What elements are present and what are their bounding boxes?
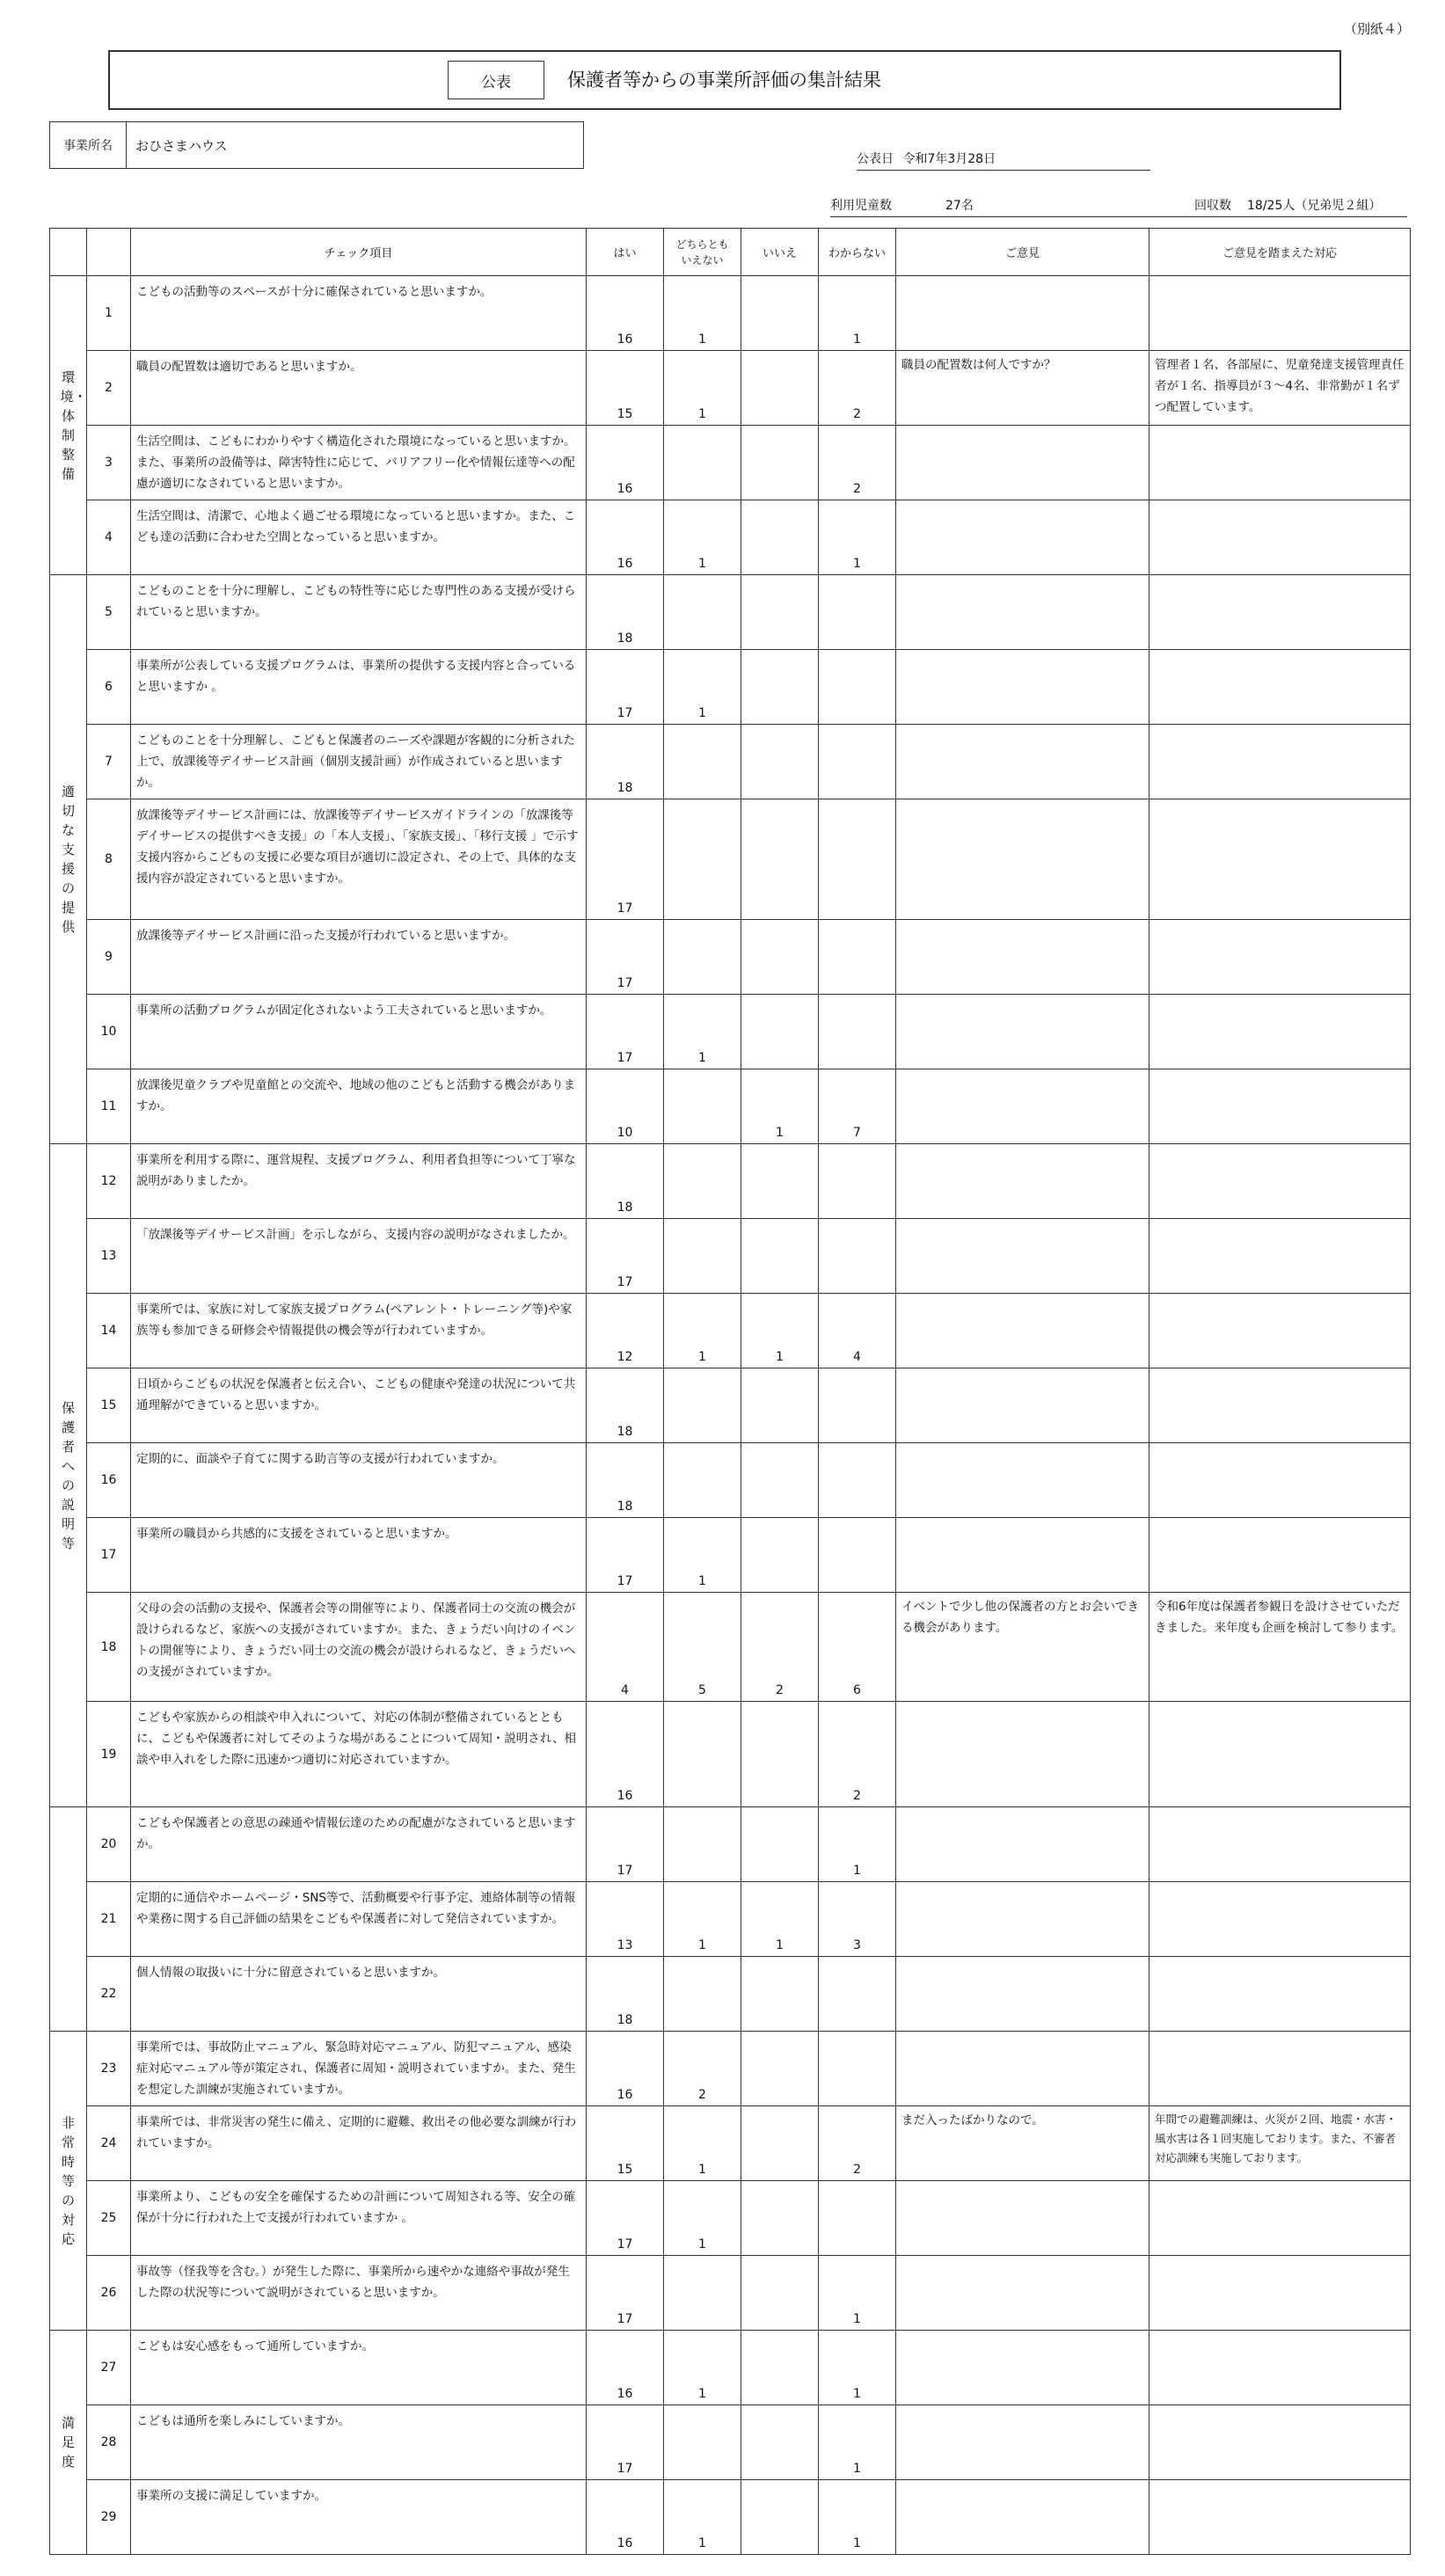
answer-unknown xyxy=(819,799,896,920)
category-label: 非常時等の対応 xyxy=(61,2114,75,2247)
item-number: 27 xyxy=(87,2331,131,2405)
header-opinion: ご意見 xyxy=(896,229,1149,276)
check-item-text: 定期的に通信やホームページ・SNS等で、活動概要や行事予定、連絡体制等の情報や業務に関する自己評価の結果をこどもや保護者に対して発信されていますか。 xyxy=(131,1882,587,1957)
header-unknown: わからない xyxy=(819,229,896,276)
answer-unknown xyxy=(819,650,896,725)
table-row xyxy=(50,351,1411,426)
item-number: 20 xyxy=(87,1807,131,1882)
table-row xyxy=(50,1702,1411,1807)
answer-neither xyxy=(664,1219,741,1294)
check-item-text: 事業所より、こどもの安全を確保するための計画について周知される等、安全の確保が十分に行われた上で支援が行われていますか 。 xyxy=(131,2181,587,2256)
item-number: 25 xyxy=(87,2181,131,2256)
response-cell xyxy=(1149,650,1411,725)
item-number: 17 xyxy=(87,1518,131,1593)
header-category xyxy=(50,229,87,276)
answer-neither xyxy=(664,2256,741,2331)
table-row xyxy=(50,1593,1411,1702)
opinion-cell: 職員の配置数は何人ですか？ xyxy=(896,351,1149,426)
category-label: 環境・体制整備 xyxy=(60,369,87,482)
answer-yes: 18 xyxy=(587,725,664,799)
item-number: 5 xyxy=(87,575,131,650)
response-cell xyxy=(1149,426,1411,500)
item-number: 26 xyxy=(87,2256,131,2331)
answer-yes: 15 xyxy=(587,351,664,426)
answer-no xyxy=(741,1219,819,1294)
count-line xyxy=(830,198,1407,217)
opinion-cell xyxy=(896,2480,1149,2555)
answer-neither: 1 xyxy=(664,351,741,426)
response-cell xyxy=(1149,799,1411,920)
answer-unknown: 1 xyxy=(819,2256,896,2331)
check-item-text: 父母の会の活動の支援や、保護者会等の開催等により、保護者同士の交流の機会が設けられるなど、家族への支援がされていますか。また、きょうだい向けのイベントの開催等により、きょうだい同士の交流の機会が設けられるなど、きょうだいへの支援がされていますか。 xyxy=(131,1593,587,1702)
answer-no xyxy=(741,2181,819,2256)
response-cell xyxy=(1149,2181,1411,2256)
answer-unknown xyxy=(819,920,896,995)
publish-badge: 公表 xyxy=(448,61,544,99)
answer-no xyxy=(741,2480,819,2555)
response-cell: 管理者１名、各部屋に、児童発達支援管理責任者が１名、指導員が３～4名、非常勤が１名ずつ配置しています。 xyxy=(1149,351,1411,426)
check-item-text: 事業所の活動プログラムが固定化されないよう工夫されていると思いますか。 xyxy=(131,995,587,1069)
answer-yes: 17 xyxy=(587,2405,664,2480)
item-number: 28 xyxy=(87,2405,131,2480)
answer-no xyxy=(741,995,819,1069)
check-item-text: こどものことを十分理解し、こどもと保護者のニーズや課題が客観的に分析された上で、放課後等デイサービス計画（個別支援計画）が作成されていると思いますか。 xyxy=(131,725,587,799)
answer-unknown xyxy=(819,575,896,650)
opinion-cell xyxy=(896,426,1149,500)
category-label: 満足度 xyxy=(61,2415,75,2470)
answer-neither xyxy=(664,725,741,799)
opinion-cell xyxy=(896,276,1149,351)
opinion-cell xyxy=(896,1144,1149,1219)
category-cell xyxy=(50,276,87,575)
answer-no xyxy=(741,500,819,575)
item-number: 7 xyxy=(87,725,131,799)
item-number: 10 xyxy=(87,995,131,1069)
item-number: 16 xyxy=(87,1443,131,1518)
answer-no xyxy=(741,351,819,426)
answer-neither: 1 xyxy=(664,2106,741,2181)
response-cell xyxy=(1149,995,1411,1069)
opinion-cell xyxy=(896,920,1149,995)
answer-yes: 18 xyxy=(587,1144,664,1219)
table-row xyxy=(50,276,1411,351)
opinion-cell xyxy=(896,2181,1149,2256)
users-label: 利用児童数 xyxy=(830,199,892,213)
item-number: 9 xyxy=(87,920,131,995)
office-name: おひさまハウス xyxy=(135,137,228,154)
table-row xyxy=(50,799,1411,920)
opinion-cell xyxy=(896,1702,1149,1807)
office-box xyxy=(49,121,584,169)
check-item-text: 事業所を利用する際に、運営規程、支援プログラム、利用者負担等について丁寧な説明がありましたか。 xyxy=(131,1144,587,1219)
answer-neither: 5 xyxy=(664,1593,741,1702)
check-item-text: 生活空間は、清潔で、心地よく過ごせる環境になっていると思いますか。また、こども達の活動に合わせた空間となっていると思いますか。 xyxy=(131,500,587,575)
header-neither-label: どちらともいえない xyxy=(675,237,729,266)
answer-unknown: 7 xyxy=(819,1069,896,1144)
answer-yes: 17 xyxy=(587,1219,664,1294)
answer-neither: 1 xyxy=(664,2480,741,2555)
users-value: 27名 xyxy=(945,199,974,213)
table-row xyxy=(50,1069,1411,1144)
check-item-text: 放課後等デイサービス計画に沿った支援が行われていると思いますか。 xyxy=(131,920,587,995)
opinion-cell xyxy=(896,1882,1149,1957)
table-row xyxy=(50,1518,1411,1593)
opinion-cell xyxy=(896,500,1149,575)
header-response: ご意見を踏まえた対応 xyxy=(1149,229,1411,276)
answer-no xyxy=(741,920,819,995)
answer-yes: 17 xyxy=(587,2256,664,2331)
response-cell xyxy=(1149,1957,1411,2032)
table-row xyxy=(50,2405,1411,2480)
opinion-cell xyxy=(896,1069,1149,1144)
check-item-text: こどもや家族からの相談や申入れについて、対応の体制が整備されているとともに、こどもや保護者に対してそのような場があることについて周知・説明され、相談や申入れをした際に迅速かつ適切に対応されていますか。 xyxy=(131,1702,587,1807)
item-number: 3 xyxy=(87,426,131,500)
item-number: 4 xyxy=(87,500,131,575)
opinion-cell xyxy=(896,799,1149,920)
answer-neither xyxy=(664,1807,741,1882)
response-cell xyxy=(1149,1294,1411,1368)
opinion-cell xyxy=(896,650,1149,725)
answer-neither xyxy=(664,2405,741,2480)
answer-yes: 17 xyxy=(587,1807,664,1882)
item-number: 23 xyxy=(87,2032,131,2106)
item-number: 13 xyxy=(87,1219,131,1294)
opinion-cell xyxy=(896,1807,1149,1882)
publish-date-label: 公表日 xyxy=(857,152,894,166)
response-cell xyxy=(1149,1807,1411,1882)
opinion-cell: イベントで少し他の保護者の方とお会いできる機会があります。 xyxy=(896,1593,1149,1702)
check-item-text: 事故等（怪我等を含む。）が発生した際に、事業所から速やかな連絡や事故が発生した際の状況等について説明がされていると思いますか。 xyxy=(131,2256,587,2331)
answer-no xyxy=(741,1702,819,1807)
item-number: 22 xyxy=(87,1957,131,2032)
answer-yes: 18 xyxy=(587,1957,664,2032)
response-cell xyxy=(1149,725,1411,799)
opinion-cell: まだ入ったばかりなので。 xyxy=(896,2106,1149,2181)
answer-unknown: 1 xyxy=(819,2480,896,2555)
answer-neither: 1 xyxy=(664,2331,741,2405)
opinion-cell xyxy=(896,1294,1149,1368)
item-number: 18 xyxy=(87,1593,131,1702)
answer-neither xyxy=(664,1702,741,1807)
category-label: 適切な支援の提供 xyxy=(61,784,75,935)
answer-unknown: 3 xyxy=(819,1882,896,1957)
answer-no: 1 xyxy=(741,1294,819,1368)
check-item-text: 事業所では、非常災害の発生に備え、定期的に避難、救出その他必要な訓練が行われていますか。 xyxy=(131,2106,587,2181)
answer-yes: 17 xyxy=(587,995,664,1069)
answer-no xyxy=(741,276,819,351)
answer-neither: 1 xyxy=(664,2181,741,2256)
table-row xyxy=(50,2181,1411,2256)
header-number xyxy=(87,229,131,276)
response-cell xyxy=(1149,2480,1411,2555)
answer-unknown: 2 xyxy=(819,426,896,500)
opinion-cell xyxy=(896,2256,1149,2331)
table-row xyxy=(50,2331,1411,2405)
answer-unknown: 1 xyxy=(819,2405,896,2480)
category-cell xyxy=(50,2331,87,2555)
answer-no xyxy=(741,2256,819,2331)
answer-yes: 17 xyxy=(587,2181,664,2256)
answer-no xyxy=(741,2032,819,2106)
answer-no xyxy=(741,725,819,799)
response-cell xyxy=(1149,1443,1411,1518)
response-cell xyxy=(1149,2405,1411,2480)
answer-no xyxy=(741,1518,819,1593)
response-cell xyxy=(1149,1702,1411,1807)
answer-neither: 1 xyxy=(664,650,741,725)
opinion-cell xyxy=(896,725,1149,799)
answer-yes: 16 xyxy=(587,500,664,575)
check-item-text: 職員の配置数は適切であると思いますか。 xyxy=(131,351,587,426)
response-cell xyxy=(1149,1518,1411,1593)
response-cell xyxy=(1149,2331,1411,2405)
answer-unknown xyxy=(819,2032,896,2106)
item-number: 8 xyxy=(87,799,131,920)
table-row xyxy=(50,2256,1411,2331)
header-yes: はい xyxy=(587,229,664,276)
item-number: 19 xyxy=(87,1702,131,1807)
answer-unknown xyxy=(819,1957,896,2032)
table-row xyxy=(50,500,1411,575)
answer-unknown xyxy=(819,725,896,799)
check-item-text: 事業所が公表している支援プログラムは、事業所の提供する支援内容と合っていると思いますか 。 xyxy=(131,650,587,725)
opinion-cell xyxy=(896,2032,1149,2106)
category-cell xyxy=(50,1144,87,1807)
table-row xyxy=(50,1957,1411,2032)
answer-yes: 16 xyxy=(587,276,664,351)
answer-neither: 1 xyxy=(664,500,741,575)
category-cell xyxy=(50,1807,87,2032)
answer-neither: 1 xyxy=(664,1518,741,1593)
check-item-text: こどもや保護者との意思の疎通や情報伝達のための配慮がなされていると思いますか。 xyxy=(131,1807,587,1882)
check-item-text: 日頃からこどもの状況を保護者と伝え合い、こどもの健康や発達の状況について共通理解ができていると思いますか。 xyxy=(131,1368,587,1443)
opinion-cell xyxy=(896,575,1149,650)
table-row xyxy=(50,1882,1411,1957)
response-cell: 令和6年度は保護者参観日を設けさせていただきました。来年度も企画を検討して参ります。 xyxy=(1149,1593,1411,1702)
answer-neither xyxy=(664,1957,741,2032)
page-title: 保護者等からの事業所評価の集計結果 xyxy=(567,69,881,91)
publish-date-line xyxy=(857,150,1150,171)
answer-no xyxy=(741,2106,819,2181)
item-number: 21 xyxy=(87,1882,131,1957)
table-row xyxy=(50,1443,1411,1518)
evaluation-table xyxy=(49,228,1411,2555)
answer-unknown xyxy=(819,1443,896,1518)
answer-neither xyxy=(664,1069,741,1144)
opinion-cell xyxy=(896,1957,1149,2032)
item-number: 2 xyxy=(87,351,131,426)
check-item-text: 事業所の職員から共感的に支援をされていると思いますか。 xyxy=(131,1518,587,1593)
response-cell xyxy=(1149,1219,1411,1294)
check-item-text: 生活空間は、こどもにわかりやすく構造化された環境になっていると思いますか。また、事業所の設備等は、障害特性に応じて、バリアフリー化や情報伝達等への配慮が適切になされていると思いますか。 xyxy=(131,426,587,500)
answer-neither xyxy=(664,1144,741,1219)
answer-yes: 17 xyxy=(587,1518,664,1593)
answer-no xyxy=(741,799,819,920)
answer-unknown xyxy=(819,995,896,1069)
answer-no: 1 xyxy=(741,1069,819,1144)
check-item-text: こどもは通所を楽しみにしていますか。 xyxy=(131,2405,587,2480)
answer-no xyxy=(741,2331,819,2405)
header-neither xyxy=(664,229,741,276)
table-row xyxy=(50,1807,1411,1882)
category-label: 保護者への説明等 xyxy=(61,1399,75,1551)
office-label: 事業所名 xyxy=(50,122,127,168)
answer-unknown: 2 xyxy=(819,351,896,426)
item-number: 6 xyxy=(87,650,131,725)
response-cell xyxy=(1149,1882,1411,1957)
table-row xyxy=(50,426,1411,500)
answer-neither: 2 xyxy=(664,2032,741,2106)
check-item-text: 事業所では、家族に対して家族支援プログラム(ペアレント・トレーニング等)や家族等も参加できる研修会や情報提供の機会等が行われていますか。 xyxy=(131,1294,587,1368)
answer-yes: 16 xyxy=(587,2032,664,2106)
answer-no xyxy=(741,1957,819,2032)
opinion-cell xyxy=(896,1368,1149,1443)
table-row xyxy=(50,650,1411,725)
answer-unknown: 2 xyxy=(819,2106,896,2181)
table-row xyxy=(50,575,1411,650)
response-cell xyxy=(1149,2256,1411,2331)
answer-no xyxy=(741,1443,819,1518)
item-number: 12 xyxy=(87,1144,131,1219)
item-number: 11 xyxy=(87,1069,131,1144)
opinion-cell xyxy=(896,995,1149,1069)
category-cell xyxy=(50,575,87,1144)
opinion-cell xyxy=(896,2331,1149,2405)
response-cell xyxy=(1149,920,1411,995)
answer-unknown: 1 xyxy=(819,2331,896,2405)
response-cell xyxy=(1149,276,1411,351)
answer-unknown: 2 xyxy=(819,1702,896,1807)
responses-value: 18/25人（兄弟児２組） xyxy=(1247,199,1382,213)
answer-unknown xyxy=(819,1368,896,1443)
answer-unknown: 6 xyxy=(819,1593,896,1702)
answer-yes: 17 xyxy=(587,650,664,725)
answer-no xyxy=(741,650,819,725)
opinion-cell xyxy=(896,1443,1149,1518)
header-check-item: チェック項目 xyxy=(131,229,587,276)
table-row xyxy=(50,2032,1411,2106)
answer-neither xyxy=(664,920,741,995)
table-row xyxy=(50,1219,1411,1294)
answer-unknown xyxy=(819,1144,896,1219)
answer-yes: 18 xyxy=(587,575,664,650)
header-row xyxy=(50,229,1411,276)
responses-label: 回収数 xyxy=(1194,199,1231,213)
table-row xyxy=(50,1144,1411,1219)
answer-yes: 12 xyxy=(587,1294,664,1368)
response-cell: 年間での避難訓練は、火災が２回、地震・水害・風水害は各１回実施しております。また、不審者対応訓練も実施しております。 xyxy=(1149,2106,1411,2181)
opinion-cell xyxy=(896,1219,1149,1294)
answer-neither xyxy=(664,426,741,500)
answer-yes: 17 xyxy=(587,920,664,995)
appendix-label: （別紙４） xyxy=(1343,21,1410,37)
table-row xyxy=(50,1294,1411,1368)
answer-yes: 4 xyxy=(587,1593,664,1702)
response-cell xyxy=(1149,500,1411,575)
answer-neither xyxy=(664,1368,741,1443)
table-row xyxy=(50,725,1411,799)
opinion-cell xyxy=(896,2405,1149,2480)
answer-no xyxy=(741,1807,819,1882)
table-row xyxy=(50,1368,1411,1443)
answer-unknown xyxy=(819,2181,896,2256)
answer-yes: 15 xyxy=(587,2106,664,2181)
check-item-text: こどもは安心感をもって通所していますか。 xyxy=(131,2331,587,2405)
answer-yes: 16 xyxy=(587,426,664,500)
response-cell xyxy=(1149,1144,1411,1219)
answer-yes: 16 xyxy=(587,2480,664,2555)
opinion-cell xyxy=(896,1518,1149,1593)
item-number: 1 xyxy=(87,276,131,351)
answer-yes: 17 xyxy=(587,799,664,920)
response-cell xyxy=(1149,1069,1411,1144)
check-item-text: 事業所では、事故防止マニュアル、緊急時対応マニュアル、防犯マニュアル、感染症対応マニュアル等が策定され、保護者に周知・説明されていますか。また、発生を想定した訓練が実施されていますか。 xyxy=(131,2032,587,2106)
answer-no: 2 xyxy=(741,1593,819,1702)
answer-yes: 10 xyxy=(587,1069,664,1144)
table-row xyxy=(50,2106,1411,2181)
response-cell xyxy=(1149,1368,1411,1443)
category-cell xyxy=(50,2032,87,2331)
answer-no xyxy=(741,1144,819,1219)
answer-neither: 1 xyxy=(664,276,741,351)
check-item-text: 放課後等デイサービス計画には、放課後等デイサービスガイドラインの「放課後等デイサービスの提供すべき支援」の「本人支援」、「家族支援」、「移行支援 」で示す支援内容からこどもの支援に必要な項目が適切に設定され、その上で、具体的な支援内容が設定されていると思いますか。 xyxy=(131,799,587,920)
answer-neither: 1 xyxy=(664,1294,741,1368)
answer-yes: 13 xyxy=(587,1882,664,1957)
check-item-text: 定期的に、面談や子育てに関する助言等の支援が行われていますか。 xyxy=(131,1443,587,1518)
table-row xyxy=(50,2480,1411,2555)
answer-yes: 18 xyxy=(587,1443,664,1518)
answer-no xyxy=(741,1368,819,1443)
title-box xyxy=(108,50,1341,110)
item-number: 29 xyxy=(87,2480,131,2555)
response-cell xyxy=(1149,2032,1411,2106)
table-row xyxy=(50,995,1411,1069)
answer-no xyxy=(741,575,819,650)
check-item-text: 放課後児童クラブや児童館との交流や、地域の他のこどもと活動する機会がありますか。 xyxy=(131,1069,587,1144)
check-item-text: こどものことを十分に理解し、こどもの特性等に応じた専門性のある支援が受けられていると思いますか。 xyxy=(131,575,587,650)
publish-date-value: 令和7年3月28日 xyxy=(902,152,996,166)
answer-yes: 16 xyxy=(587,1702,664,1807)
answer-neither xyxy=(664,575,741,650)
answer-unknown xyxy=(819,1219,896,1294)
answer-no xyxy=(741,426,819,500)
check-item-text: こどもの活動等のスペースが十分に確保されていると思いますか。 xyxy=(131,276,587,351)
answer-unknown: 4 xyxy=(819,1294,896,1368)
check-item-text: 個人情報の取扱いに十分に留意されていると思いますか。 xyxy=(131,1957,587,2032)
response-cell xyxy=(1149,575,1411,650)
check-item-text: 「放課後等デイサービス計画」を示しながら、支援内容の説明がなされましたか。 xyxy=(131,1219,587,1294)
answer-unknown xyxy=(819,1518,896,1593)
answer-unknown: 1 xyxy=(819,1807,896,1882)
header-no: いいえ xyxy=(741,229,819,276)
answer-no: 1 xyxy=(741,1882,819,1957)
answer-unknown: 1 xyxy=(819,276,896,351)
item-number: 24 xyxy=(87,2106,131,2181)
answer-unknown: 1 xyxy=(819,500,896,575)
answer-neither xyxy=(664,799,741,920)
answer-yes: 16 xyxy=(587,2331,664,2405)
answer-yes: 18 xyxy=(587,1368,664,1443)
table-row xyxy=(50,920,1411,995)
answer-no xyxy=(741,2405,819,2480)
answer-neither: 1 xyxy=(664,995,741,1069)
item-number: 15 xyxy=(87,1368,131,1443)
answer-neither: 1 xyxy=(664,1882,741,1957)
item-number: 14 xyxy=(87,1294,131,1368)
answer-neither xyxy=(664,1443,741,1518)
check-item-text: 事業所の支援に満足していますか。 xyxy=(131,2480,587,2555)
